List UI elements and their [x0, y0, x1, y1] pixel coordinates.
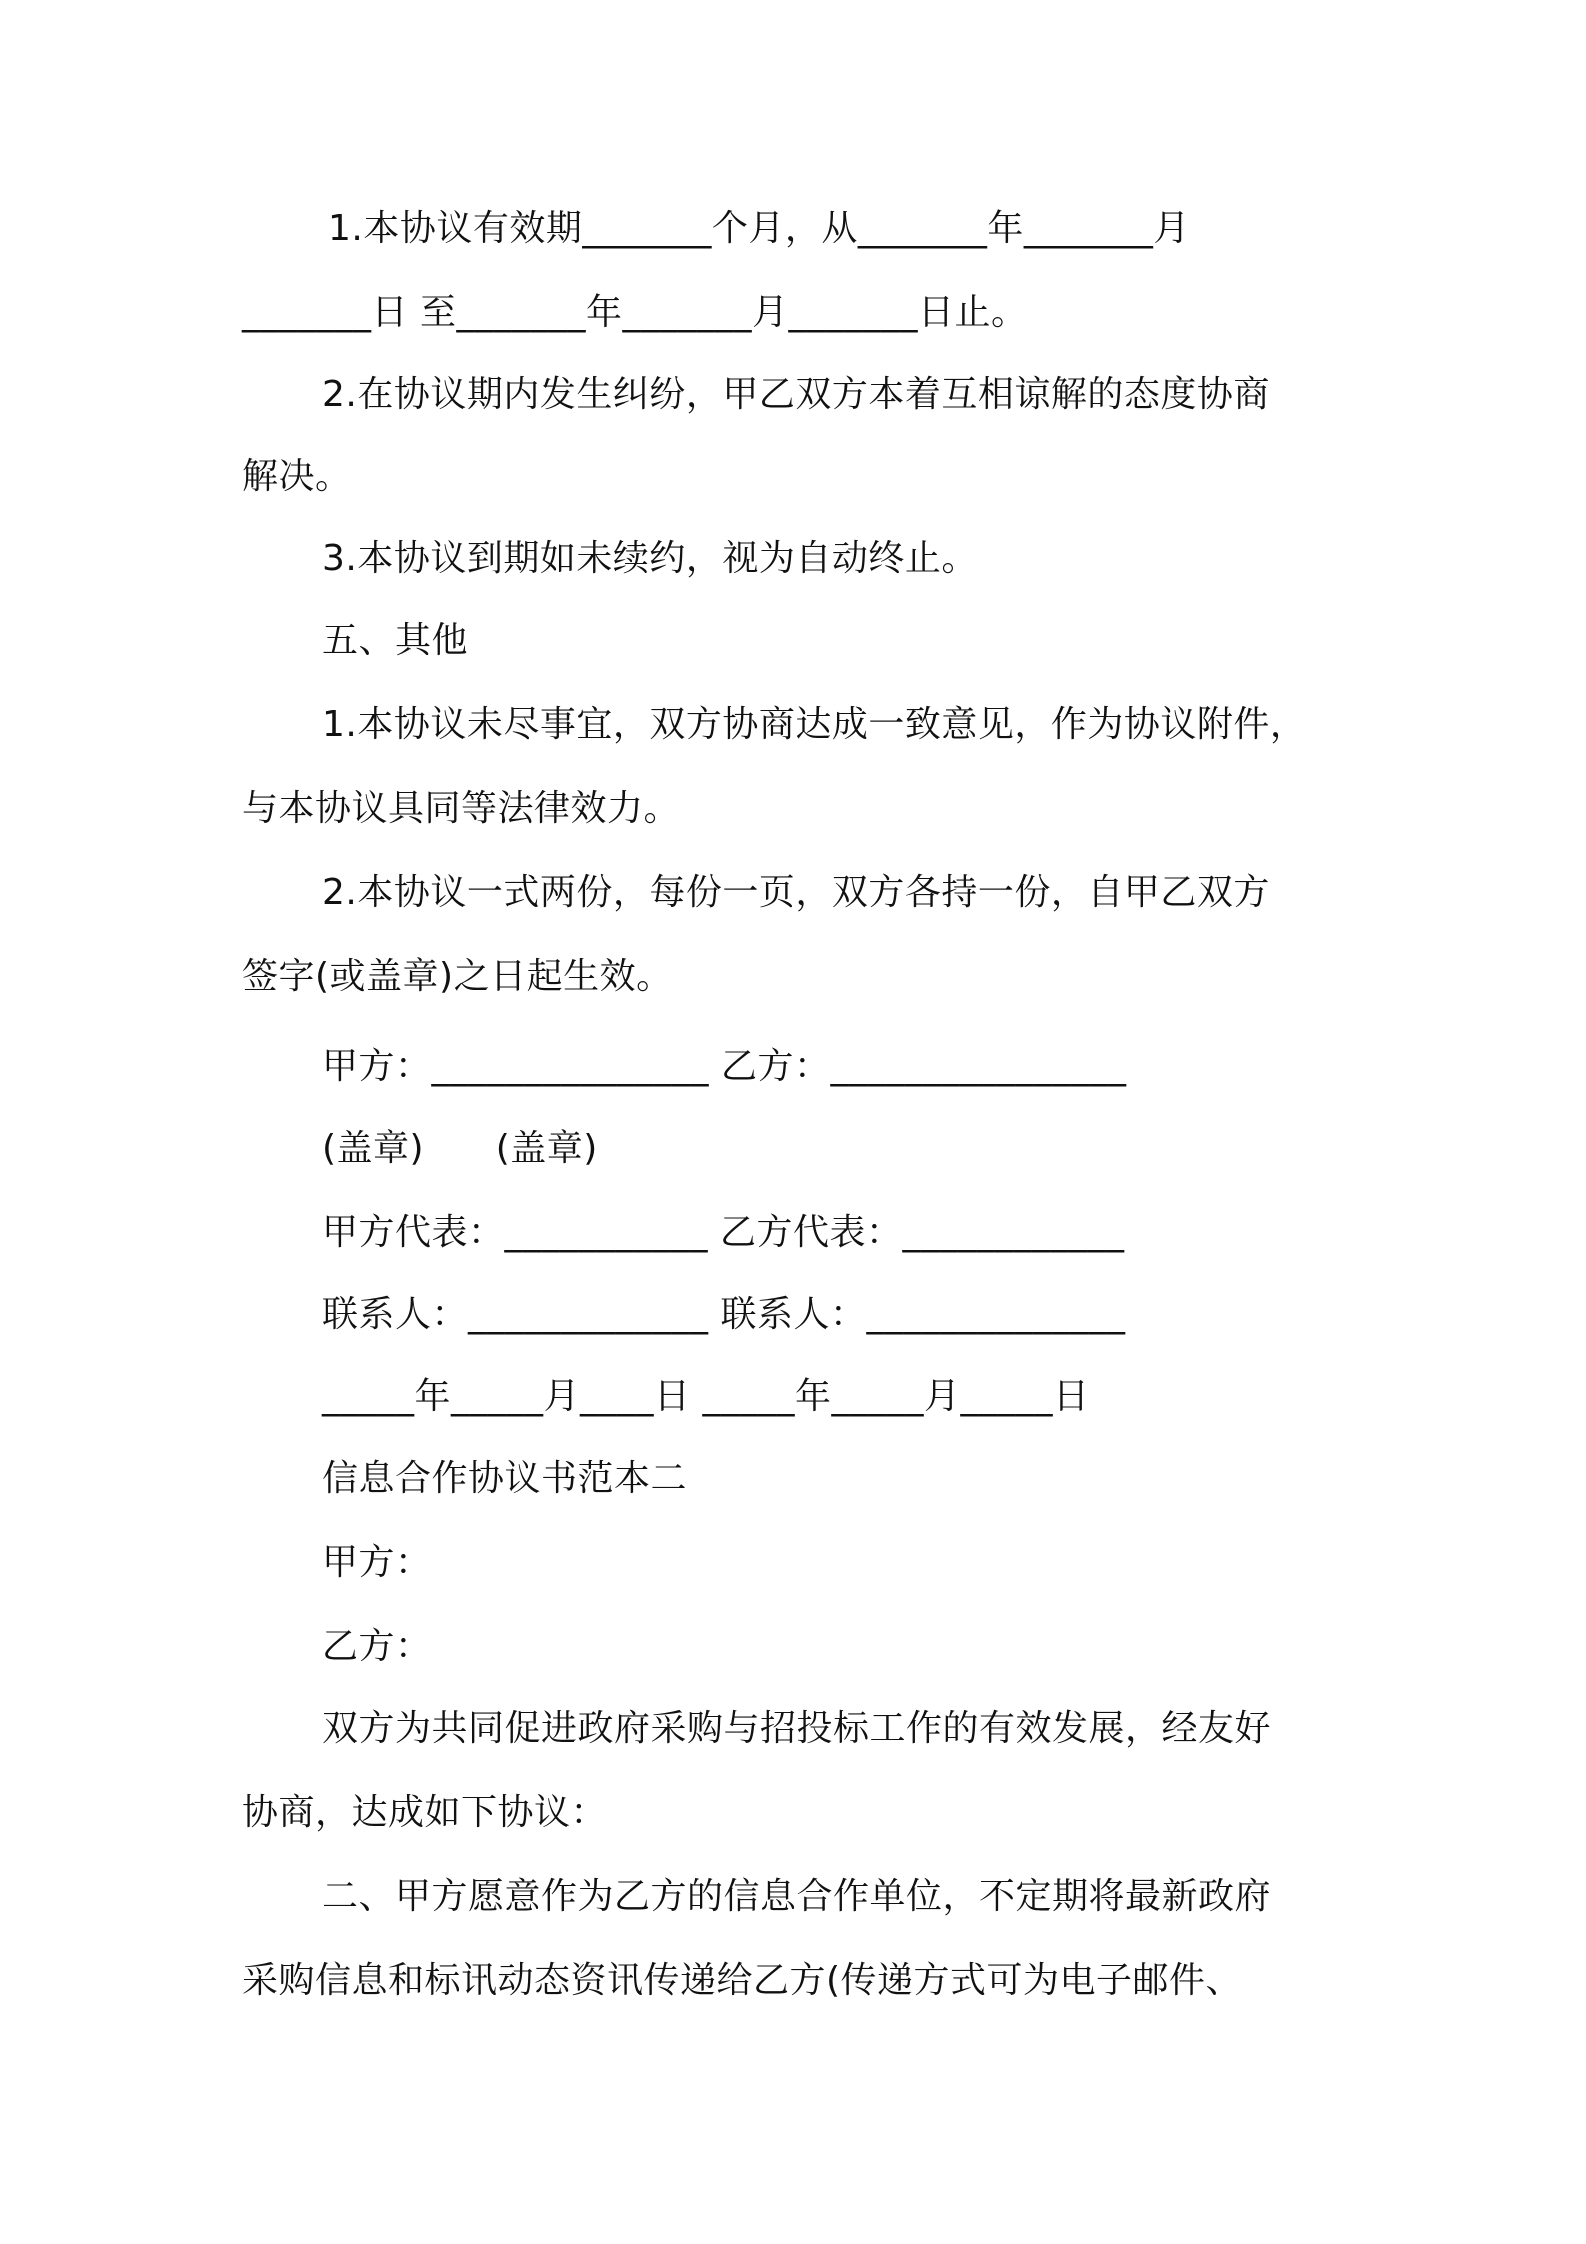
seal-line: (盖章) (盖章)	[322, 1128, 598, 1169]
date-line: _____年_____月____日 _____年_____月_____日	[322, 1376, 1090, 1417]
other-clause-1-line-2: 与本协议具同等法律效力。	[242, 788, 681, 829]
preamble-line-2: 协商，达成如下协议：	[242, 1792, 608, 1833]
contact-person-line: 联系人：_____________ 联系人：______________	[322, 1294, 1126, 1335]
section-heading-other: 五、其他	[322, 620, 469, 661]
party-a-label: 甲方：	[322, 1542, 432, 1583]
other-clause-1-line-1: 1.本协议未尽事宜，双方协商达成一致意见，作为协议附件，	[322, 704, 1307, 745]
preamble-line-1: 双方为共同促进政府采购与招投标工作的有效发展，经友好	[322, 1708, 1272, 1749]
dispute-clause-line-1: 2.在协议期内发生纠纷，甲乙双方本着互相谅解的态度协商	[322, 374, 1270, 415]
expiry-clause: 3.本协议到期如未续约，视为自动终止。	[322, 538, 978, 579]
clause-two-line-2: 采购信息和标讯动态资讯传递给乙方(传递方式可为电子邮件、	[242, 1960, 1243, 2001]
other-clause-2-line-1: 2.本协议一式两份，每份一页，双方各持一份，自甲乙双方	[322, 872, 1270, 913]
other-clause-2-line-2: 签字(或盖章)之日起生效。	[242, 956, 673, 997]
template-two-title: 信息合作协议书范本二	[322, 1458, 688, 1499]
term-validity-line-2: _______日 至_______年_______月_______日止。	[242, 292, 1028, 333]
clause-two-line-1: 二、甲方愿意作为乙方的信息合作单位，不定期将最新政府	[322, 1876, 1272, 1917]
term-validity-line-1: 1.本协议有效期_______个月，从_______年_______月	[328, 208, 1190, 249]
dispute-clause-line-2: 解决。	[242, 456, 352, 497]
representative-line: 甲方代表：___________ 乙方代表：____________	[322, 1212, 1125, 1253]
party-b-label: 乙方：	[322, 1626, 432, 1667]
signature-party-line: 甲方：_______________ 乙方：________________	[322, 1046, 1127, 1087]
